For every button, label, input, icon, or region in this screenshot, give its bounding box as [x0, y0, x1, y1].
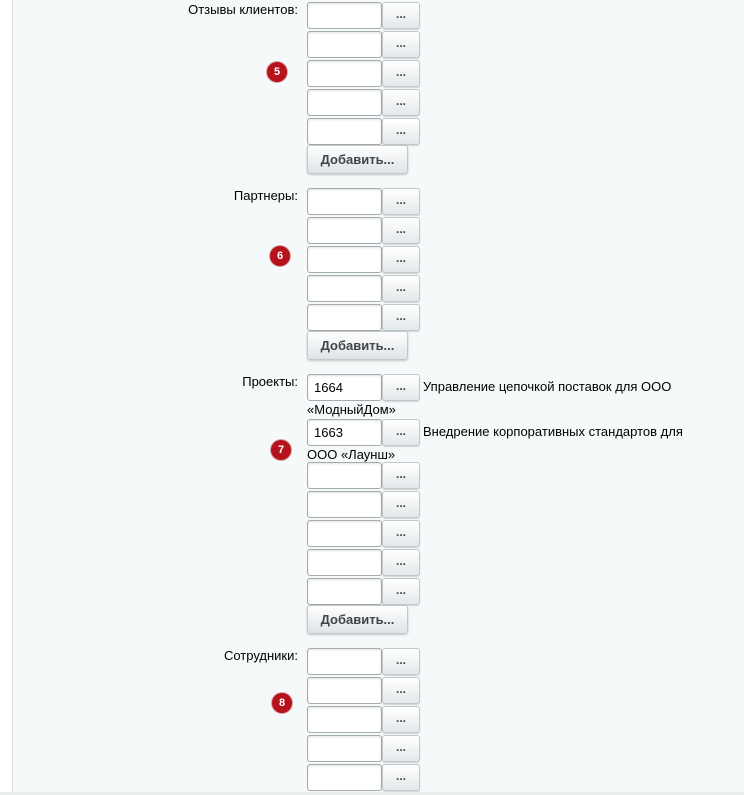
browse-button[interactable]: ... [382, 188, 420, 215]
partners-input[interactable] [307, 246, 382, 273]
browse-button[interactable]: ... [382, 549, 420, 576]
browse-button[interactable]: ... [382, 648, 420, 675]
reviews-input[interactable] [307, 60, 382, 87]
browse-button[interactable]: ... [382, 578, 420, 605]
projects-input[interactable] [307, 578, 382, 605]
step-badge: 5 [267, 62, 287, 82]
browse-button[interactable]: ... [382, 735, 420, 762]
projects-input[interactable] [307, 462, 382, 489]
projects-input[interactable] [307, 549, 382, 576]
browse-button[interactable]: ... [382, 462, 420, 489]
field-label-employees: Сотрудники: [223, 648, 298, 663]
project-description: Внедрение корпоративных стандартов для ООО «Лаунш» [307, 424, 683, 462]
step-badge: 8 [272, 693, 292, 713]
partners-input[interactable] [307, 304, 382, 331]
projects-input[interactable] [307, 491, 382, 518]
employees-input[interactable] [307, 764, 382, 791]
field-label-partners: Партнеры: [233, 188, 298, 203]
employees-input[interactable] [307, 706, 382, 733]
reviews-input[interactable] [307, 2, 382, 29]
browse-button[interactable]: ... [382, 304, 420, 331]
browse-button[interactable]: ... [382, 2, 420, 29]
add-button[interactable]: Добавить... [307, 145, 408, 174]
partners-input[interactable] [307, 275, 382, 302]
browse-button[interactable]: ... [382, 246, 420, 273]
browse-button[interactable]: ... [382, 217, 420, 244]
browse-button[interactable]: ... [382, 764, 420, 791]
browse-button[interactable]: ... [382, 706, 420, 733]
step-badge: 6 [270, 246, 290, 266]
partners-input[interactable] [307, 217, 382, 244]
field-label-client-reviews: Отзывы клиентов: [188, 2, 298, 17]
reviews-input[interactable] [307, 89, 382, 116]
field-label-projects: Проекты: [242, 374, 298, 389]
employees-input[interactable] [307, 735, 382, 762]
browse-button[interactable]: ... [382, 118, 420, 145]
browse-button[interactable]: ... [382, 374, 420, 401]
reviews-input[interactable] [307, 31, 382, 58]
add-button[interactable]: Добавить... [307, 605, 408, 634]
browse-button[interactable]: ... [382, 677, 420, 704]
browse-button[interactable]: ... [382, 491, 420, 518]
employees-input[interactable] [307, 648, 382, 675]
browse-button[interactable]: ... [382, 60, 420, 87]
step-badge: 7 [271, 440, 291, 460]
browse-button[interactable]: ... [382, 275, 420, 302]
browse-button[interactable]: ... [382, 419, 420, 446]
add-button[interactable]: Добавить... [307, 331, 408, 360]
browse-button[interactable]: ... [382, 31, 420, 58]
partners-input[interactable] [307, 188, 382, 215]
employees-input[interactable] [307, 677, 382, 704]
browse-button[interactable]: ... [382, 89, 420, 116]
browse-button[interactable]: ... [382, 520, 420, 547]
projects-input[interactable] [307, 520, 382, 547]
project-description: Управление цепочкой поставок для ООО «МодныйДом» [307, 379, 672, 417]
reviews-input[interactable] [307, 118, 382, 145]
